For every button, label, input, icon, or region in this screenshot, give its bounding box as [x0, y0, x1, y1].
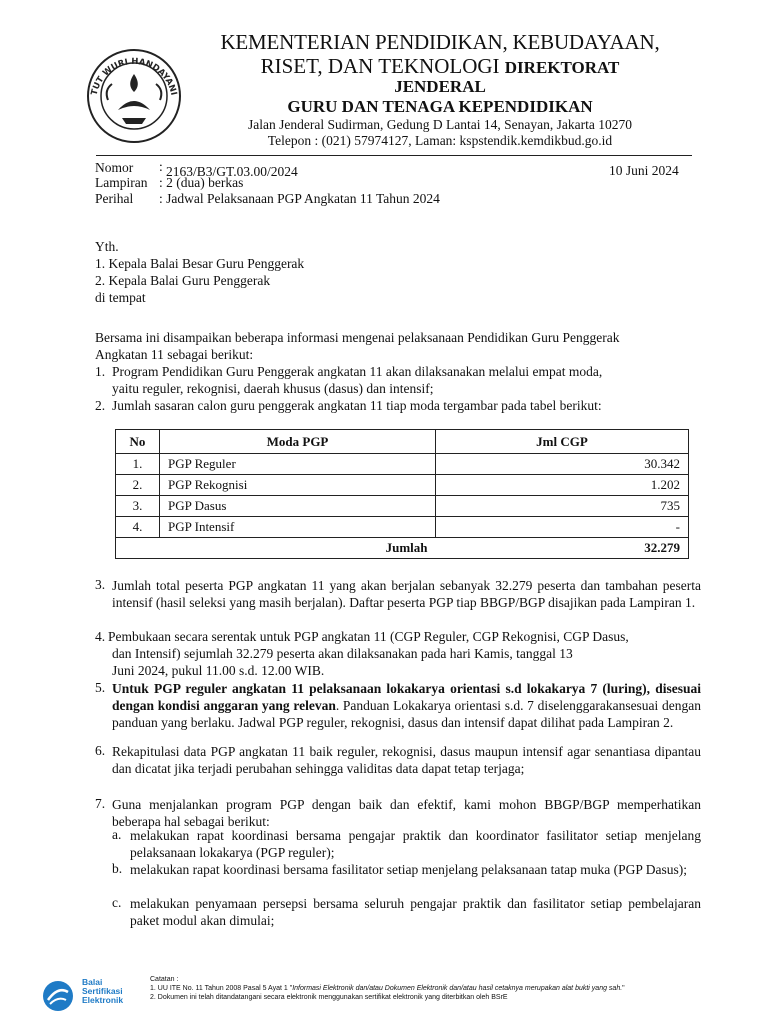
point4-line3: Juni 2024, pukul 11.00 s.d. 12.00 WIB.	[112, 663, 325, 678]
bsre-logo-icon	[40, 978, 76, 1014]
row-jml: 735	[436, 496, 689, 517]
footer-note2: 2. Dokumen ini telah ditandatangani secara elektronik menggunakan sertifikat elektronik yang diterbitkan oleh BSrE	[150, 994, 508, 1001]
point2-number: 2.	[95, 398, 106, 413]
letterhead-line1: KEMENTERIAN PENDIDIKAN, KEBUDAYAAN,	[220, 30, 660, 54]
bsre-label	[82, 978, 123, 1005]
point2-line1: Jumlah sasaran calon guru penggerak angkatan 11 tiap moda tergambar pada tabel berikut:	[112, 398, 602, 413]
row-jml: -	[436, 517, 689, 538]
perihal-label: Perihal	[95, 191, 134, 206]
letterhead-line2a: RISET, DAN TEKNOLOGI	[260, 54, 500, 78]
nomor-colon: :	[159, 159, 163, 174]
table-total-row	[116, 538, 689, 559]
row-no: 3.	[116, 496, 160, 517]
row-no: 2.	[116, 475, 160, 496]
header-no: No	[116, 430, 160, 454]
letterhead-line2	[200, 54, 680, 79]
point5-number: 5.	[95, 680, 106, 695]
point5-paragraph	[112, 680, 701, 731]
point5-text: . Panduan Lokakarya orientasi s.d. 7 diselenggarakansesuai dengan panduan yang berlaku. Jadwal PGP reguler, rekognisi, dasus dan intensif dapat dilihat pada Lampiran 2.	[112, 698, 701, 730]
point3-number: 3.	[95, 577, 106, 592]
table-row	[116, 475, 689, 496]
point1-number: 1.	[95, 364, 106, 379]
recipient-2: 2. Kepala Balai Guru Penggerak	[95, 273, 271, 288]
footer-notes	[150, 975, 625, 1002]
point5-bold: Untuk PGP reguler angkatan 11 pelaksanaan lokakarya orientasi s.d lokakarya 7 (luring), disesuai dengan kondisi anggaran yang relevan	[112, 681, 701, 713]
note1-quote: Informasi Elektronik dan/atau Dokumen Elektronik dan/atau hasil cetaknya merupakan alat bukti yang sah.	[292, 985, 623, 992]
point6-number: 6.	[95, 743, 106, 758]
total-value: 32.279	[436, 538, 689, 559]
header-divider	[96, 155, 692, 156]
nomor-value: 2163/B3/GT.03.00/2024	[166, 164, 298, 179]
subpoint-b-number: b.	[112, 861, 123, 876]
letterhead-contact: Telepon : (021) 57974127, Laman: kspstendik.kemdikbud.go.id	[267, 133, 613, 148]
point7-number: 7.	[95, 796, 106, 811]
lampiran-value: : 2 (dua) berkas	[159, 175, 244, 190]
recipient-yth: Yth.	[95, 239, 119, 254]
table-row	[116, 517, 689, 538]
subpoint-a-text: melakukan rapat koordinasi bersama pengajar praktik dan koordinator fasilitator setiap menjelang pelaksanaan lokakarya (PGP reguler);	[130, 828, 701, 860]
letterhead-address: Jalan Jenderal Sudirman, Gedung D Lantai 14, Senayan, Jakarta 10270	[248, 117, 632, 132]
bsre-line2: Sertifikasi	[82, 986, 123, 996]
row-moda: PGP Intensif	[160, 517, 436, 538]
recipient-place: di tempat	[95, 290, 146, 305]
lampiran-label: Lampiran	[95, 175, 148, 190]
point3-text: Jumlah total peserta PGP angkatan 11 yang akan berjalan sebanyak 32.279 peserta dan tambahan peserta intensif (hasil seleksi yang masih berjalan). Daftar peserta PGP tiap BBGP/BGP disajikan pada Lampiran 1.	[112, 578, 701, 610]
table-header-row	[116, 430, 689, 454]
point1-line1: Program Pendidikan Guru Penggerak angkatan 11 akan dilaksanakan melalui empat moda,	[112, 364, 603, 379]
row-moda: PGP Reguler	[160, 454, 436, 475]
note1-prefix: 1. UU ITE No. 11 Tahun 2008 Pasal 5 Ayat 1 "	[150, 985, 293, 992]
subpoint-c-number: c.	[112, 895, 122, 910]
intro-line2: Angkatan 11 sebagai berikut:	[95, 347, 254, 362]
catatan-label: Catatan :	[150, 976, 179, 983]
letterhead-line2b: DIREKTORAT	[504, 58, 620, 77]
total-label: Jumlah	[116, 538, 436, 559]
ministry-logo	[78, 40, 190, 152]
subpoint-c-text: melakukan penyamaan persepsi bersama seluruh pengajar praktik dan fasilitator setiap pembelajaran paket modul akan dimulai;	[130, 896, 701, 928]
header-moda: Moda PGP	[160, 430, 436, 454]
note1-suffix: "	[622, 985, 625, 992]
point4-line1: Pembukaan secara serentak untuk PGP angkatan 11 (CGP Reguler, CGP Rekognisi, CGP Dasus,	[108, 629, 629, 644]
point1-line2: yaitu reguler, rekognisi, daerah khusus (dasus) dan intensif;	[112, 381, 434, 396]
row-no: 4.	[116, 517, 160, 538]
letterhead-line4: GURU DAN TENAGA KEPENDIDIKAN	[287, 97, 593, 116]
row-moda: PGP Dasus	[160, 496, 436, 517]
letter-date: 10 Juni 2024	[609, 163, 679, 178]
perihal-value: : Jadwal Pelaksanaan PGP Angkatan 11 Tahun 2024	[159, 191, 440, 206]
point4-number: 4.	[95, 629, 106, 644]
row-no: 1.	[116, 454, 160, 475]
subpoint-b-text: melakukan rapat koordinasi bersama fasilitator setiap menjelang pelaksanaan tatap muka (PGP Dasus);	[130, 862, 687, 877]
recipient-1: 1. Kepala Balai Besar Guru Penggerak	[95, 256, 305, 271]
point6-text: Rekapitulasi data PGP angkatan 11 baik reguler, rekognisi, dasus maupun intensif agar senantiasa dipantau dan dicatat jika terjadi perubahan sehingga validitas data dapat tetap terjaga;	[112, 744, 701, 776]
bsre-line1: Balai	[82, 977, 103, 987]
point4-line2: dan Intensif) sejumlah 32.279 peserta akan dilaksanakan pada hari Kamis, tanggal 13	[112, 646, 573, 661]
bsre-line3: Elektronik	[82, 995, 124, 1005]
point7-text: Guna menjalankan program PGP dengan baik dan efektif, kami mohon BBGP/BGP memperhatikan beberapa hal sebagai berikut:	[112, 797, 701, 829]
table-row	[116, 496, 689, 517]
nomor-label: Nomor	[95, 160, 134, 175]
intro-line1: Bersama ini disampaikan beberapa informasi mengenai pelaksanaan Pendidikan Guru Penggerak	[95, 330, 620, 345]
row-moda: PGP Rekognisi	[160, 475, 436, 496]
footer-note1	[150, 984, 625, 993]
subpoint-a-number: a.	[112, 827, 122, 842]
letterhead-line3: JENDERAL	[394, 77, 486, 96]
header-jml: Jml CGP	[436, 430, 689, 454]
logo-motto: TUT WURI HANDAYANI	[89, 56, 179, 97]
table-row	[116, 454, 689, 475]
row-jml: 1.202	[436, 475, 689, 496]
moda-table	[115, 429, 689, 559]
row-jml: 30.342	[436, 454, 689, 475]
